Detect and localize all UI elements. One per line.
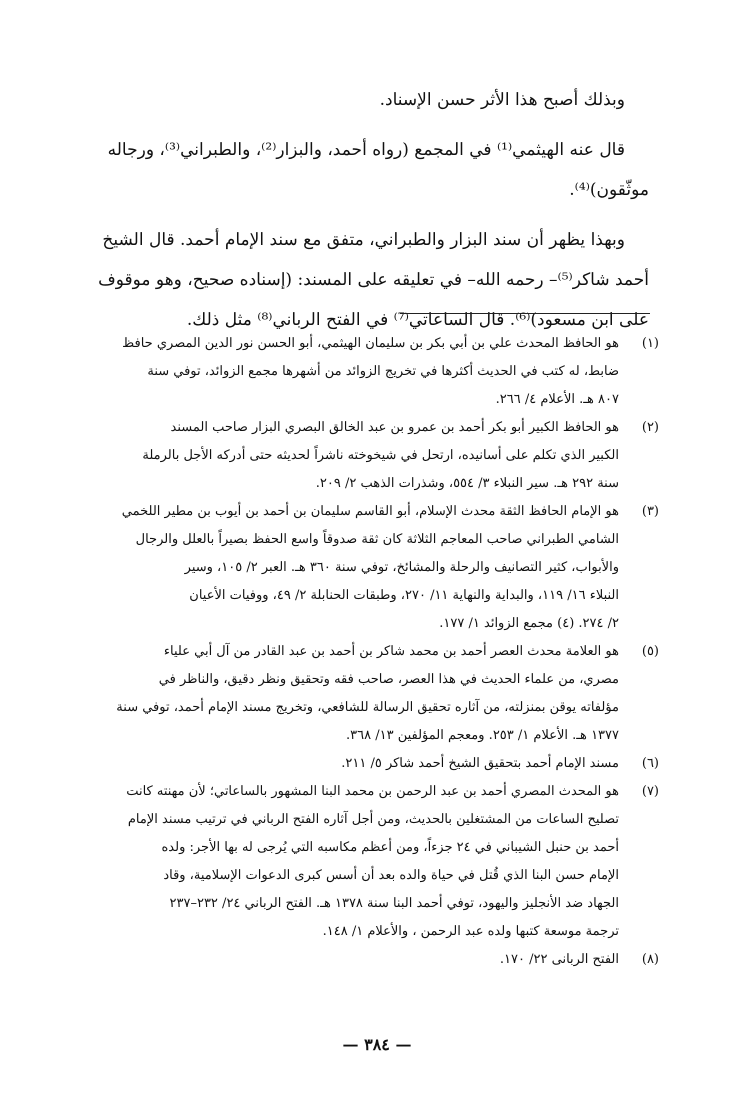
text-line: قال عنه الهيثمي⁽¹⁾ في المجمع (رواه أحمد، والبزار⁽²⁾، والطبراني⁽³⁾، ورجاله [107,140,625,160]
footnote [95,610,659,638]
text-line: على ابن مسعود)⁽⁶⁾. قال الساعاتي⁽⁷⁾ في الفتح الرباني⁽⁸⁾ مثل ذلك. [186,310,649,330]
footnote-line: الإمام حسن البنا الذي قُتل في حياة والده بعد أن أسس كبرى الدعوات الإسلامية، وقاد [163,868,619,883]
footnote-number [619,610,659,638]
footnotes [95,330,659,974]
footnote-line: مؤلفاته يوقن بمنزلته، من آثاره تحقيق الرسالة للشافعي، وتخريج مسند الإمام أحمد، توفي سنة [116,700,619,715]
page-number: — ٣٨٤ — [342,1035,412,1054]
footnote-line: ٨٠٧ هـ. الأعلام ٤/ ٢٦٦. [495,392,619,407]
footnote-text [95,414,619,498]
footnote-line: والأبواب، كثير التصانيف والرحلة والمشائخ، توفي سنة ٣٦٠ هـ. العبر ٢/ ١٠٥، وسير [184,560,619,575]
footnote-text [95,610,619,638]
footnote-line: الكبير الذي تكلم على أسانيده، ارتحل في شيخوخته ناشراً لحديثه حتى أدركه الأجل بالرملة [142,448,619,463]
footnote-line: النبلاء ١٦/ ١١٩، والبداية والنهاية ١١/ ٢٧٠، وطبقات الحنابلة ٢/ ٤٩، ووفيات الأعيان [189,588,619,603]
footnote-line: هو الإمام الحافظ الثقة محدث الإسلام، أبو القاسم سليمان بن أحمد بن أيوب بن مطير اللخمي [121,504,619,519]
footnote-text [95,778,619,946]
footnote-line: ضابط، له كتب في الحديث أكثرها في تخريج الزوائد من أشهرها مجمع الزوائد، توفي سنة [147,364,619,379]
footnote-number: (٥) [641,644,659,659]
footnote-line: تصليح الساعات من المشتغلين بالحديث، ومن أجل آثاره الفتح الرباني في ترتيب مسند الإمام [127,812,619,827]
footnote [95,330,659,414]
footnote [95,414,659,498]
text-line: وبهذا يظهر أن سند البزار والطبراني، متفق مع سند الإمام أحمد. قال الشيخ [102,230,625,250]
main-text [95,80,649,340]
text-line: موثّقون)⁽⁴⁾. [569,180,649,200]
footnote [95,778,659,946]
footnote-line: مصري، من علماء الحديث في هذا العصر، صاحب فقه وتحقيق ونظر دقيق، والناظر في [158,672,619,687]
footnote-line: ٢/ ٢٧٤. (٤) مجمع الزوائد ١/ ١٧٧. [439,616,619,631]
footnote-number: (١) [641,336,659,351]
footnote-line: سنة ٢٩٢ هـ. سير النبلاء ٣/ ٥٥٤، وشذرات الذهب ٢/ ٢٠٩. [315,476,619,491]
footnote-line: أحمد بن حنبل الشيباني في ٢٤ جزءاً، ومن أعظم مكاسبه التي يُرجى له بها الأجر: ولده [161,840,619,855]
footnote-line: مسند الإمام أحمد بتحقيق الشيخ أحمد شاكر ٥/ ٢١١. [341,756,619,771]
text-line: وبذلك أصبح هذا الأثر حسن الإسناد. [379,90,625,110]
footnote-line: هو الحافظ المحدث علي بن أبي بكر بن سليمان الهيثمي، أبو الحسن نور الدين المصري حافظ [122,336,619,351]
footnote-separator [400,313,650,314]
footnote-text [95,750,619,778]
footnote-line: الفتح الربانى ٢٢/ ١٧٠. [499,952,619,967]
footnote [95,498,659,610]
footnote-text [95,330,619,414]
footnote [95,750,659,778]
footnote-line: ١٣٧٧ هـ. الأعلام ١/ ٢٥٣. ومعجم المؤلفين ١٣/ ٣٦٨. [345,728,619,743]
footnote-number: (٧) [641,784,659,799]
footnote-text [95,946,619,974]
footnote-line: هو الحافظ الكبير أبو بكر أحمد بن عمرو بن عبد الخالق البصري البزار صاحب المسند [170,420,619,435]
footnote-number: (٢) [641,420,659,435]
footnote [95,638,659,750]
footnote-text [95,638,619,750]
footnote-number: (٦) [641,756,659,771]
footnote-text [95,498,619,610]
footnote-line: الجهاد ضد الأنجليز واليهود، توفي أحمد البنا سنة ١٣٧٨ هـ. الفتح الرباني ٢٤/ ٢٣٢–٢٣٧ [169,896,619,911]
footnote-line: ترجمة موسعة كتبها ولده عبد الرحمن ، والأعلام ١/ ١٤٨. [322,924,619,939]
footnote-line: الشامي الطبراني صاحب المعاجم الثلاثة كان ثقة صدوقاً واسع الحفظ بصيراً بالعلل والرجال [135,532,619,547]
footnote-number: (٨) [641,952,659,967]
footnote-line: هو المحدث المصري أحمد بن عبد الرحمن بن محمد البنا المشهور بالساعاتي؛ لأن مهنته كانت [126,784,619,799]
text-line: أحمد شاكر⁽⁵⁾– رحمه الله– في تعليقه على المسند: (إسناده صحيح، وهو موقوف [98,270,649,290]
footnote [95,946,659,974]
footnote-number: (٣) [641,504,659,519]
footnote-line: هو العلامة محدث العصر أحمد بن محمد شاكر بن أحمد بن عبد القادر من آل أبي علياء [163,644,619,659]
